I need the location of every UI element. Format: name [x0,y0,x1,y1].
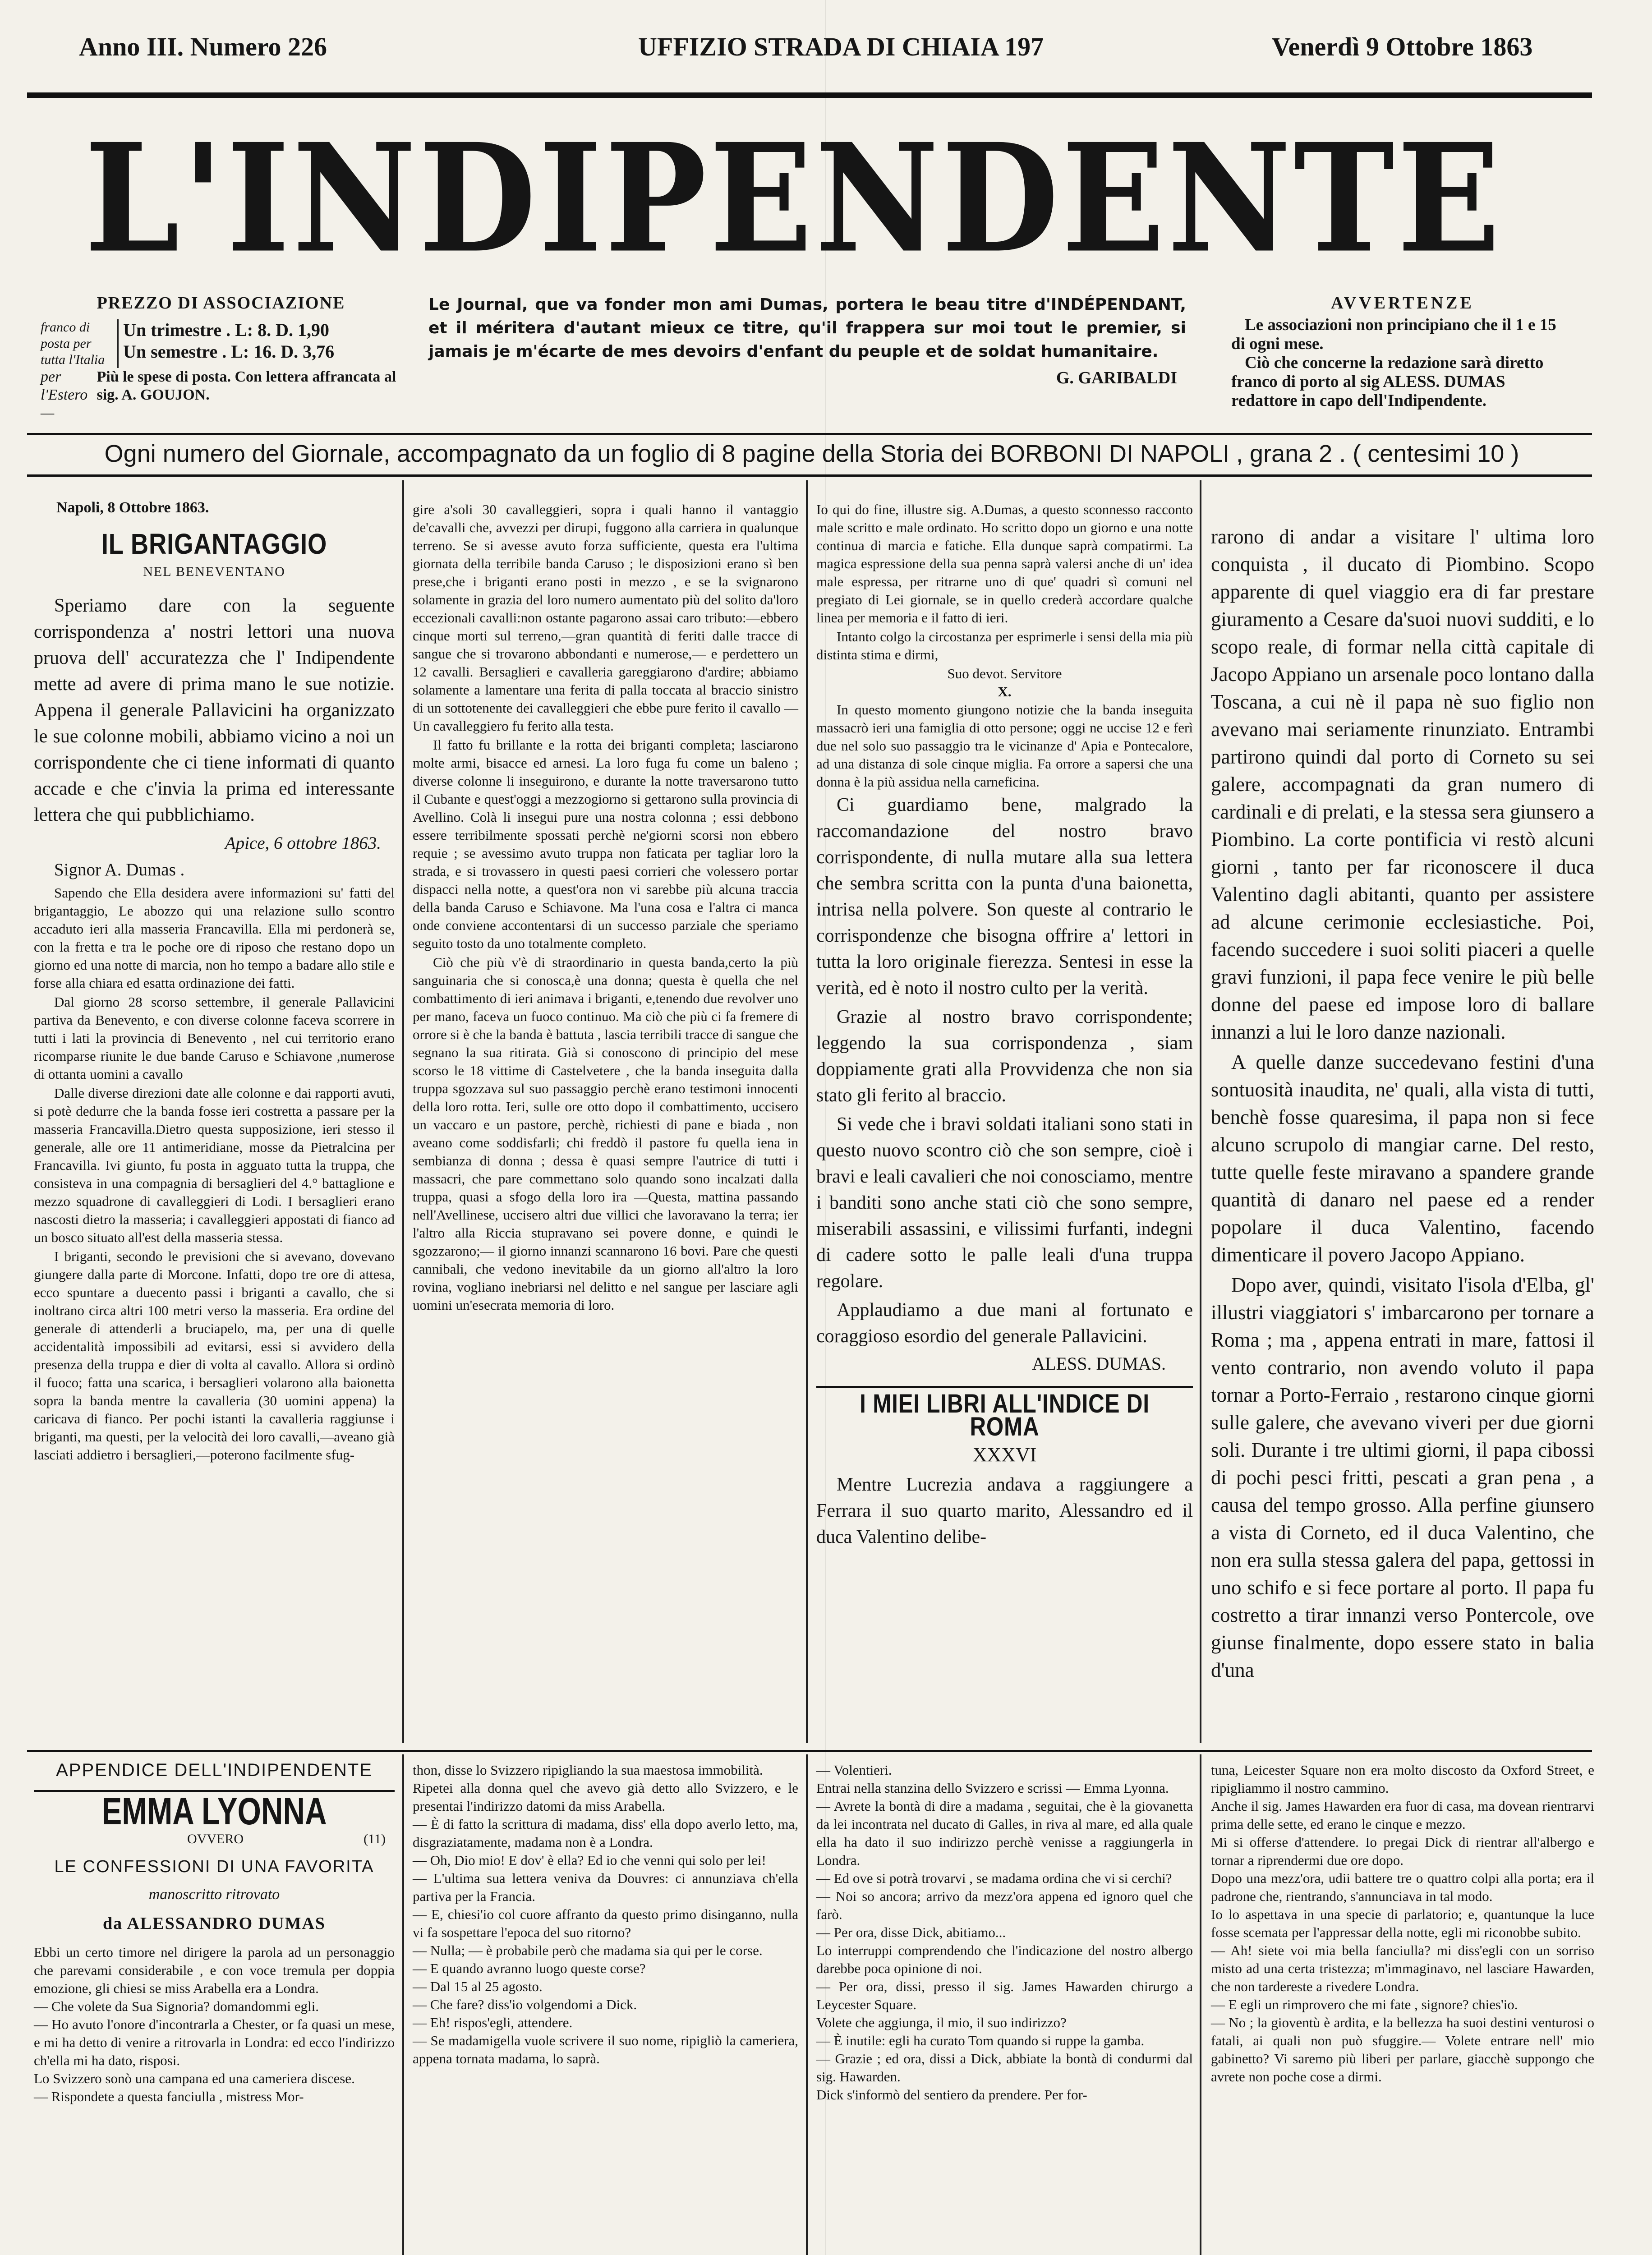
editorial-signature: ALESS. DUMAS. [1032,1353,1166,1374]
banner-rule-bottom [27,474,1592,477]
subscription-abroad: Più le spese di posta. Con lettera affrancata al sig. A. GOUJON. [97,368,396,403]
news-paragraph: In questo momento giungono notizie che la banda inseguita massacrò ieri una famiglia di otto persone; oggi ne uccise 12 e ferì due nel solo suo passaggio tra le vicinanze d' Apia e Pontecalore, ad una distanza di sole cinque miglia. Fa orrore a sapersi che una donna è la più assidua nella carneficina. [816,702,1193,790]
novel-title: EMMA LYONNA [101,1790,327,1833]
letter-paragraph: Il fatto fu brillante e la rotta dei briganti completa; lasciarono molte armi, bisacce ed arnesi. La loro fuga fu come un baleno ; diverse colonne li inseguirono, e durante la notte traversarono tutto il Cubante e quest'oggi a mezzogiorno si gettarono sulla provincia di Avellino. Colà li insegui pure una nostra colonna ; essi debbono essere terribilmente spossati perchè ne'giorni scorsi non ebbero requie ; se avessimo avuto truppa non faticata per tagliar loro la strada, e si trovassero in questi paesi corrieri che volessero portar dispacci nella notte, a quest'ora non vi sarebbe più alcuna traccia della banda Caruso e Schiavone. Ma l'una cosa e l'altra ci manca onde conviene accontentarsi di un successo parziale che speriamo seguito tosto da uno totalmente completo. [413,737,798,951]
motto-text: Le Journal, que va fonder mon ami Dumas, portera le beau titre d'INDÉPENDANT, et il méritera d'autant mieux ce titre, qu'il frappera sur moi tout le premier, si jamais je m'écarte de mes devoirs d'enfant du peuple et de soldat humanitaire. [428,295,1186,361]
notice-box [1231,293,1574,410]
subscription-abroad-label: per l'Estero— [41,368,88,421]
letter-place: Apice, 6 ottobre 1863. [225,833,381,853]
notice-p2: Ciò che concerne la redazione sarà diretto franco di porto al sig ALESS. DUMAS redattore in capo dell'Indipendente. [1231,354,1544,410]
novel-text: tuna, Leicester Square non era molto discosto da Oxford Street, e ripigliammo il nostro cammino. Anche il sig. James Hawarden era fuor di casa, ma dovean rientrarvi prima delle sette, ed erano le cinque e mezzo. Mi si offerse d'attendere. Io pregai Dick di rientrar all'albergo e tornar a riprendermi due ore dopo. Dopo una mezz'ora, udii battere tre o quattro colpi alla porta; era il padrone che, rientrando, s'annunciava in tal modo. Io lo aspettava in una specie di parlatorio; e, quantunque la luce fosse scemata per l'appressar della notte, egli mi riconobbe subito. — Ah! siete voi mia bella fanciulla? mi diss'egli con un sorriso misto ad una certa tristezza; m'immaginavo, nel lasciare Hawarden, che non tardereste a rivedere Londra. — E egli un rimprovero che mi fate , signore? chies'io. — No ; la gioventù è ardita, e la bellezza ha suoi destini venturosi o fatali, ai quali non può sfuggire.— Volete entrare nell' mio gabinetto? Vi saremo più liberi per parlare, giacchè suppongo che avrete non poche cose a dirmi. [1211,1762,1594,2085]
novel-author: da ALESSANDRO DUMAS [102,1914,326,1933]
appendix-rule [27,1750,1592,1752]
novel-text: thon, disse lo Svizzero ripigliando la sua maestosa immobilità. Ripetei alla donna quel che avevo già detto allo Svizzero, e le presentai l'indirizzo datomi da miss Arabella. — È di fatto la scrittura di madama, diss' ella dopo averlo letto, ma, disgraziatamente, madama non è a Londra. — Oh, Dio mio! E dov' è ella? Ed io che venni qui solo per lei! — L'ultima sua lettera veniva da Douvres: ci annunziava ch'ella partiva per la Francia. — E, chiesi'io col cuore affranto da questo primo disinganno, nulla vi fa sospettare l'epoca del suo ritorno? — Nulla; — è probabile però che madama sia qui per le corse. — E quando avranno luogo queste corse? — Dal 15 al 25 agosto. — Che fare? diss'io volgendomi a Dick. — Eh! rispos'egli, attendere. — Se madamigella vuole scrivere il suo nome, ripigliò la cameriera, appena tornata madama, lo saprà. [413,1762,798,2066]
article-title: IL BRIGANTAGGIO [101,528,327,561]
subscription-heading: PREZZO DI ASSOCIAZIONE [97,294,345,313]
brigantaggio-continued [413,501,798,1315]
serial-chapter: XXXVI [972,1443,1037,1466]
subscription-quarter: Un trimestre . L: 8. D. 1,90 [123,320,329,340]
column-rule [402,1754,404,2255]
brigantaggio-article [34,487,395,1465]
serial-paragraph: A quelle danze succedevano festini d'una sontuosità inaudita, ne' quali, alla vista di tutti, benchè fosse quaresima, il papa non si fece alcuno scrupolo di mangiar carne. Del resto, tutte quelle feste miravano a spandere grande quantità di danaro nel paese ed a render popolare il duca Valentino, facendo dimenticare il povero Jacopo Appiano. [1211,1051,1594,1266]
letter-salutation: Signor A. Dumas . [54,860,185,879]
appendix-label: APPENDICE DELL'INDIPENDENTE [56,1760,373,1780]
novel-text: Ebbi un certo timore nel dirigere la parola ad un personaggio che parevami considerabile , e con voce tremula per doppia emozione, gli chiesi se miss Arabella era a Londra. — Che volete da Sua Signoria? domandommi egli. — Ho avuto l'onore d'incontrarla a Chester, or fa quasi un mese, e mi ha detto di venire a ritrovarla in Londra: ed ecco l'indirizzo ch'ella mi ha dato, risposi. Lo Svizzero sonò una campana ed una cameriera discese. — Rispondete a questa fanciulla , mistress Mor- [34,1944,395,2105]
editorial-paragraph: Applaudiamo a due mani al fortunato e coraggioso esordio del generale Pallavicini. [816,1300,1193,1347]
novel-column [816,1761,1193,2104]
letter-paragraph: I briganti, secondo le previsioni che si avevano, dovevano giungere dalla parte di Morcone. Infatti, dopo tre ore di attesa, ecco spuntare a duecento passi i briganti a cavallo, che si inoltrano circa altri 100 metri verso la masseria. Era ordine del generale di attenderli a bruciapelo, ma, per una di quelle accidentalità impossibili ad evitarsi, essi si avvidero della presenza della truppa e dier di volta al cavallo. Allora si ordinò il fuoco; fatta una scarica, i bersaglieri volarono alla baionetta sopra la banda mentre la cavalleria (30 uomini appena) la caricava di fianco. Per pochi istanti la cavalleria raggiunse i briganti, ma questi, per la velocità dei loro cavalli,—aveano già lasciati addietro i bersaglieri,—poterono facilmente sfug- [34,1248,395,1463]
novel-column [1211,1761,1594,2086]
novel-note: manoscritto ritrovato [148,1886,280,1903]
column-rule [806,1754,808,2255]
letter-paragraph: Intanto colgo la circostanza per esprimerle i sensi della mia più distinta stima e dirmi, [816,629,1193,663]
letter-paragraph: Dalle diverse direzioni date alle colonne e dai rapporti avuti, si potè dedurre che la banda fosse ieri costretta a passare per la masseria Francavilla.Dietro questa supposizione, ieri stesso il generale, alle ore 11 antimeridiane, mosse da Pietralcina per Francavilla. Ivi giunto, fu posta in agguato tutta la truppa, che consisteva in una compagnia di bersaglieri del 4.° battaglione e mezzo squadrone di cavalleggieri di Lodi. I bersaglieri erano nascosti dietro la masseria; i cavalleggieri appostati di fianco ad un bosco situato all'est della masseria stessa. [34,1085,395,1246]
novel-subtitle: LE CONFESSIONI DI UNA FAVORITA [54,1857,374,1876]
dateline: Napoli, 8 Ottobre 1863. [56,499,209,516]
serial-paragraph: Mentre Lucrezia andava a raggiungere a Ferrara il suo quarto marito, Alessandro ed il duca Valentino delibe- [816,1474,1193,1547]
notice-heading: AVVERTENZE [1331,294,1474,313]
serial-paragraph: Dopo aver, quindi, visitato l'isola d'Elba, gl' illustri viaggiatori s' imbarcarono per tornare a Roma ; ma , appena entrati in mare, fattosi il vento contrario, non avendo voluto il papa tornar a Porto-Ferraio , restarono cinque giorni sulle galere, che avevano viveri per due giorni soli. Durante i tre ultimi giorni, il papa cibossi di pochi pesci fritti, pescati a gran pena , a causa del tempo grosso. Alla perfine giunsero a vista di Corneto, ed il duca Valentino, che non era sulla stessa galera del papa, gettossi in uno schifo e si fece portare al porto. Il papa fu costretto a tirar innanzi verso Pontercole, ove giunse finalmente, dopo essere stato in balia d'una [1211,1274,1594,1681]
office-address: UFFIZIO STRADA DI CHIAIA 197 [638,32,1044,61]
banner-notice: Ogni numero del Giornale, accompagnato da un foglio di 8 pagine della Storia dei BORBONI DI NAPOLI , grana 2 . ( centesimi 10 ) [104,440,1519,467]
issue-number: Anno III. Numero 226 [79,32,327,61]
letter-paragraph: Ciò che più v'è di straordinario in questa banda,certo la più sanguinaria che si conosca,è una donna; questa è quella che nel combattimento di ieri animava i briganti, e,tenendo due revolver uno per mano, faceva un fuoco continuo. Ma ciò che più ci fa fremere di orrore si è che la banda è battuta , lascia terribili tracce di sangue che segnano la sua ritirata. Già si conoscono di principio del mese scorso le 18 vittime di Castelvetere , che la banda inseguita dalla truppa sgozzava sul suo passaggio perchè erano testimoni innocenti della loro rotta. Ieri, sulle ore otto dopo il combattimento, uccisero un vaccaro e un pastore, perchè, richiesti di pane e biada , non aveano come soddisfarli; chi freddò il pastore fu quella iena in sembianza di donna ; dessa è quasi sempre l'autrice di tutti i massacri, che pare commettano solo quando sono incalzati dalla truppa, quasi a sfogo della loro ira —Questa, mattina passando nell'Avellinese, uccisero altri due villici che lavoravano la terra; ier l'altro alla Riccia stupravano sei povere donne, e quindi le sgozzarono;— il giorno innanzi scannarono 16 bovi. Pare che questi cannibali, che vedono inevitabile da un giorno all'altro la loro rovina, vogliano inebriarsi nel delitto e nel sangue per lasciare agli uomini un'esecrata memoria di loro. [413,954,798,1313]
issue-date: Venerdì 9 Ottobre 1863 [1272,32,1533,61]
header-rule [27,92,1592,98]
letter-paragraph: Io qui do fine, illustre sig. A.Dumas, a questo sconnesso racconto male scritto e male ordinato. Ho scritto dopo un giorno e una notte continua di marcia e fatiche. Ella dunque saprà compatirmi. La magica espressione della sua penna saprà valersi anche di un' idea male espressa, per ritrarne uno di que' quadri sì comuni nel pregiato di Lei giornale, se in quello crederà accordare qualche linea per memoria e il fatto di ieri. [816,502,1193,626]
letter-paragraph: Dal giorno 28 scorso settembre, il generale Pallavicini partiva da Benevento, e con diverse colonne faceva scorrere in tutti i lati la provincia di Benevento , nel cui territorio erano ricomparse riunite le due bande Caruso e Schiavone ,numerose di ottanta uomini a cavallo [34,994,395,1082]
letter-initial: X. [998,684,1012,700]
editorial-paragraph: Grazie al nostro bravo corrispondente; leggendo la sua corrispondenza , siam doppiamente grati alla Provvidenza che non sia stato gli ferito al braccio. [816,1007,1193,1106]
intro-paragraph: Speriamo dare con la seguente corrispondenza a' nostri lettori una nuova pruova dell' accuratezza che l' Indipendente mette ad avere di prima mano le sue notizie. Appena il generale Pallavicini ha organizzato le sue colonne mobili, abbiamo vicino a noi un corrispondente che ci tiene informati di quanto accade e che c'invia la prima ed interessante lettera che qui pubblichiamo. [34,595,395,825]
serial-title: I MIEI LIBRI ALL'INDICE DI ROMA [860,1389,1150,1442]
letter-closing: Suo devot. Servitore [947,666,1062,681]
novel-ovvero: OVVERO [187,1832,244,1847]
column-rule [1200,1754,1201,2255]
masthead-title: L'INDIPENDENTE [84,110,1503,286]
column-rule [806,480,808,1743]
article-subtitle: NEL BENEVENTANO [143,564,285,580]
letter-closing-column [816,501,1193,1553]
column-rule [1200,480,1201,1743]
novel-text: — Volentieri. Entrai nella stanzina dello Svizzero e scrissi — Emma Lyonna. — Avrete la bontà di dire a madama , seguitai, che è la giovanetta da lei incontrata nel ducato di Galles, in riva al mare, ed alla quale ella ha dato il suo indirizzo perchè venisse a raggiungerla in Londra. — Ed ove si potrà trovarvi , se madama ordina che vi si cerchi? — Noi so ancora; arrivo da mezz'ora appena ed ignoro quel che farò. — Per ora, disse Dick, abitiamo... Lo interruppi comprendendo che l'indicazione del nostro albergo darebbe poca opinione di noi. — Per ora, dissi, presso il sig. James Hawarden chirurgo a Leycester Square. Volete che aggiunga, il mio, il suo indirizzo? — È inutile: egli ha curato Tom quando si ruppe la gamba. — Grazie ; ed ora, dissi a Dick, abbiate la bontà di condurmi dal sig. Hawarden. Dick s'informò del sentiero da prendere. Per for- [816,1762,1193,2103]
editorial-paragraph: Ci guardiamo bene, malgrado la raccomandazione del nostro bravo corrispondente, di nulla mutare alla sua lettera che sembra scritta con la punta d'una baionetta, intrisa nella polvere. Son queste al contrario le corrispondenze che bisogna offrire a' lettori in tutta la loro originale fierezza. Sentesi in esse la verità, ed è noto il nostro culto per la verità. [816,795,1193,999]
banner-rule-top [27,433,1592,435]
subscription-semester: Un semestre . L: 16. D. 3,76 [123,341,335,362]
editorial-paragraph: Si vede che i bravi soldati italiani sono stati in questo nuovo scontro ciò che son sempre, cioè i bravi e leali cavalieri che noi conosciamo, mentre i banditi sono anche stati ciò che sono sempre, miserabili assassini, e vilissimi furfanti, indegni di cadere sotto le palle leali d'una truppa regolare. [816,1114,1193,1292]
letter-paragraph: gire a'soli 30 cavalleggieri, sopra i quali hanno il vantaggio de'cavalli che, avvezzi per dirupi, fuggono alla carriera in qualunque terreno. Se si avesse avuto forza sufficiente, questa era l'ultima giornata della terribile banda Caruso ; le disposizioni erano sì ben prese,che i briganti erano posti in mezzo , e se la svignarono solamente in grazia del loro numero aumentato più del solito da'loro eccezionali cavalli:non ostante pagarono assai caro tributo:—ebbero cinque morti sul terreno,—gran quantità di feriti dalle tracce di sangue che si trovarono abbondanti e numerose,— e perdettero un 12 cavalli. Bersaglieri e cavalleria gareggiarono d'ardire; abbiamo solamente a lamentare una ferita di palla toccata al braccio sinistro di un sottotenente dei cavalleggieri che ebbe pure ferito il cavallo — Un cavalleggiero fu ferito alla testa. [413,502,798,734]
letter-paragraph: Sapendo che Ella desidera avere informazioni su' fatti del brigantaggio, Le abozzo qui una relazione sullo scontro accaduto ieri alla masseria Francavilla. Ella mi perdonerà se, con la fretta e tra le poche ore di riposo che restano dopo un giorno ed una notte di marcia, non ho tempo a badare allo stile e forse alla chiara ed esatta ordinazione dei fatti. [34,885,395,991]
serial-paragraph: rarono di andar a visitare l' ultima loro conquista , il ducato di Piombino. Scopo apparente di quel viaggio era di far prestare giuramento a Cesare da'suoi nuovi sudditi, e lo scopo reale, di formar nella città capitale di Jacopo Appiano un arsenale poco lontano dalla Toscana, a cui nè il papa nè suo figlio non avevano mai seriamente rinunziato. Entrambi partirono quindi dal porto di Corneto su sei galere, accompagnati da gran numero di cardinali e di prelati, e la stessa sera giunsero a Piombino. La corte pontificia vi restò alcuni giorni , tanto per far riconoscere il duca Valentino dagli abitanti, quanto per assistere ad alcune cerimonie ecclesiastiche. Poi, facendo succedere i suoi soliti piaceri a quelle gravi funzioni, il papa fece venire le più belle donne del paese ed impose loro di ballare innanzi a lui le loro danze nazionali. [1211,525,1594,1043]
novel-column [413,1761,798,2068]
column-rule [402,480,404,1743]
novel-part: (11) [364,1832,386,1847]
motto-signature: G. GARIBALDI [1056,368,1177,387]
subscription-box [41,293,401,422]
notice-p1: Le associazioni non principiano che il 1 e 15 di ogni mese. [1231,316,1556,353]
serial-continued [1211,523,1594,1687]
garibaldi-motto [428,293,1186,388]
subscription-area-label: franco di posta per tutta l'Italia [41,320,105,367]
appendix-head [34,1759,395,2106]
